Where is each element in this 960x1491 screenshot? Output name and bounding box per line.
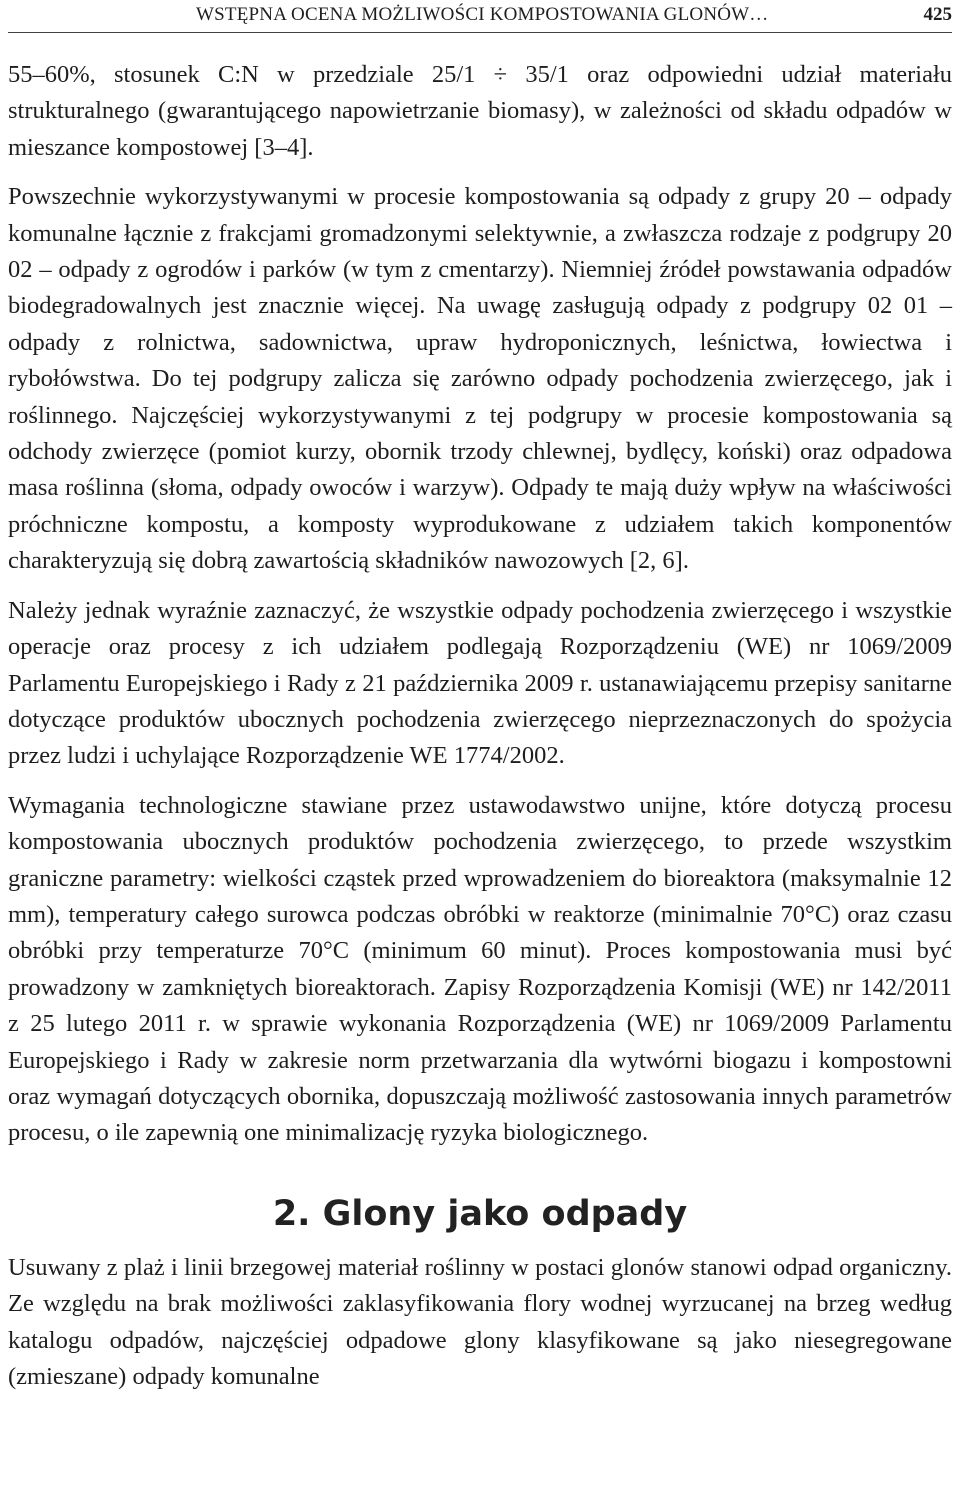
page <box>8 0 952 1408</box>
running-header <box>8 0 952 33</box>
paragraph: Należy jednak wyraźnie zaznaczyć, że wszystkie odpady pochodzenia zwierzęcego i wszystkie operacje oraz procesy z ich udziałem podlegają Rozporządzeniu (WE) nr 1069/2009 Parlamentu Europejskiego i Rady z 21 października 2009 r. ustanawiającemu przepisy sanitarne dotyczące produktów ubocznych pochodzenia zwierzęcego nieprzeznaczonych do spożycia przez ludzi i uchylające Rozporządzenie WE 1774/2002. <box>8 596 952 770</box>
section-heading: 2. Glony jako odpady <box>272 1193 688 1234</box>
article-body <box>8 57 952 1395</box>
running-title: WSTĘPNA OCENA MOŻLIWOŚCI KOMPOSTOWANIA GLONÓW… <box>196 4 769 25</box>
paragraph: Wymagania technologiczne stawiane przez ustawodawstwo unijne, które dotyczą procesu kompostowania ubocznych produktów pochodzenia zwierzęcego, to przede wszystkim graniczne parametry: wielkości cząstek przed wprowadzeniem do bioreaktora (maksymalnie 12 mm), temperatury całego surowca podczas obróbki w reaktorze (minimalnie 70°C) oraz czasu obróbki przy temperaturze 70°C (minimum 60 minut). Proces kompostowania musi być prowadzony w zamkniętych bioreaktorach. Zapisy Rozporządzenia Komisji (WE) nr 142/2011 z 25 lutego 2011 r. w sprawie wykonania Rozporządzenia (WE) nr 1069/2009 Parlamentu Europejskiego i Rady w zakresie norm przetwarzania dla wytwórni biogazu i kompostowni oraz wymagań dotyczących obornika, dopuszczają możliwość zastosowania innych parametrów procesu, o ile zapewnią one minimalizację ryzyka biologicznego. <box>8 791 952 1147</box>
paragraph: Usuwany z plaż i linii brzegowej materiał roślinny w postaci glonów stanowi odpad organiczny. Ze względu na brak możliwości zaklasyfikowania flory wodnej wyrzucanej na brzeg według katalogu odpadów, najczęściej odpadowe glony klasyfikowane są jako niesegregowane (zmieszane) odpady komunalne <box>8 1253 952 1390</box>
paragraph: Powszechnie wykorzystywanymi w procesie kompostowania są odpady z grupy 20 – odpady komunalne łącznie z frakcjami gromadzonymi selektywnie, a zwłaszcza rodzaje z podgrupy 20 02 – odpady z ogrodów i parków (w tym z cmentarzy). Niemniej źródeł powstawania odpadów biodegradowalnych jest znacznie więcej. Na uwagę zasługują odpady z podgrupy 02 01 – odpady z rolnictwa, sadownictwa, upraw hydroponicznych, leśnictwa, łowiectwa i rybołówstwa. Do tej podgrupy zalicza się zarówno odpady pochodzenia zwierzęcego, jak i roślinnego. Najczęściej wykorzystywanymi z tej podgrupy w procesie kompostowania są odchody zwierzęce (pomiot kurzy, obornik trzody chlewnej, bydlęcy, koński) oraz odpadowa masa roślinna (słoma, odpady owoców i warzyw). Odpady te mają duży wpływ na właściwości próchniczne kompostu, a komposty wyprodukowane z udziałem takich komponentów charakteryzują się dobrą zawartością składników nawozowych [2, 6]. <box>8 183 952 575</box>
page-number: 425 <box>923 4 952 25</box>
paragraph: 55–60%, stosunek C:N w przedziale 25/1 ÷ 35/1 oraz odpowiedni udział materiału strukturalnego (gwarantującego napowietrzanie biomasy), w zależności od składu odpadów w mieszance kompostowej [3–4]. <box>8 61 952 161</box>
